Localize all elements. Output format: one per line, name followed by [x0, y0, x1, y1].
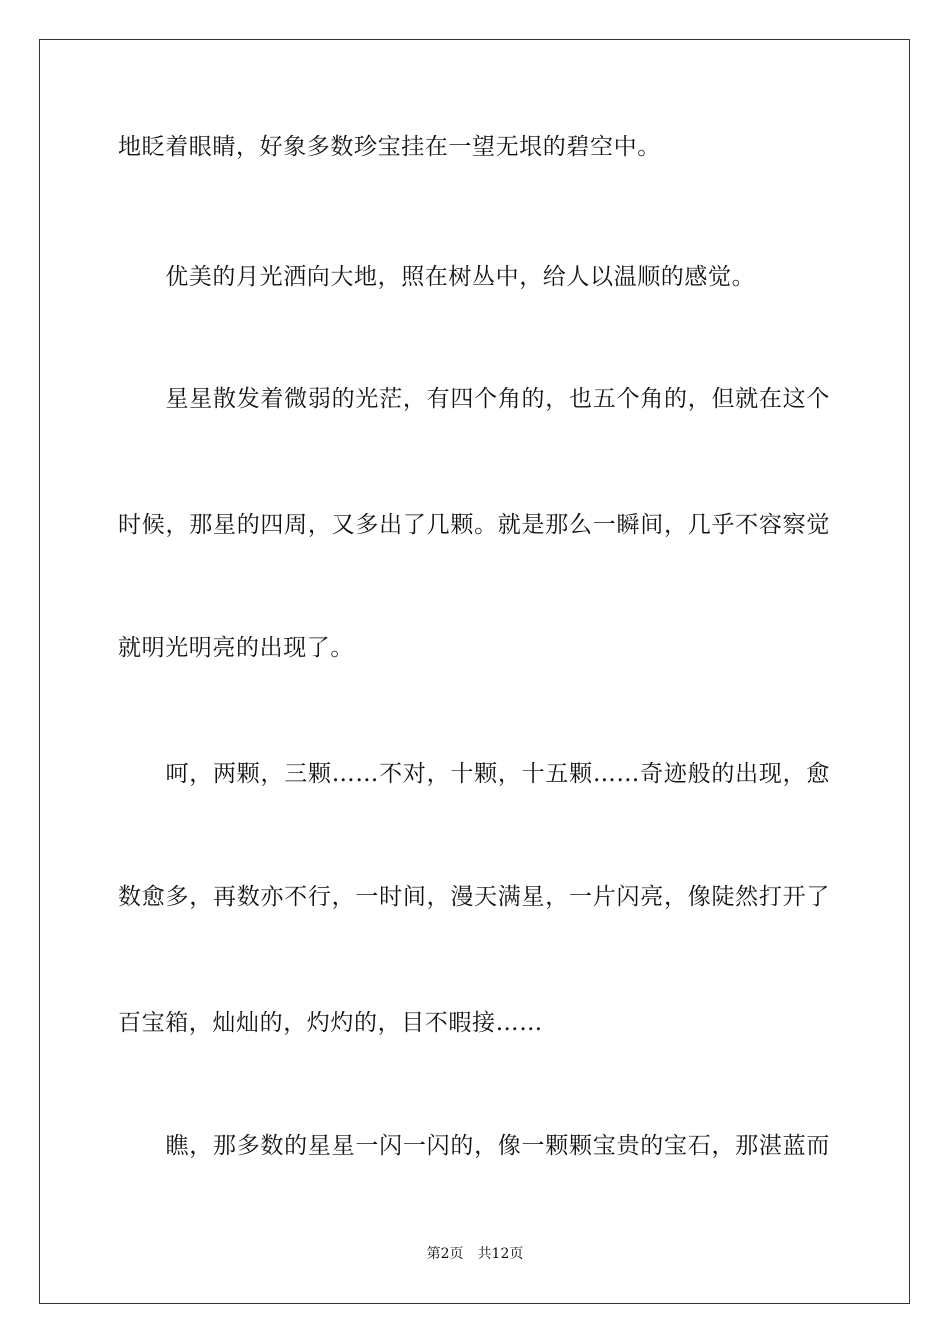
text-line: 就明光明亮的出现了。: [118, 635, 354, 661]
text-line: 瞧，那多数的星星一闪一闪的，像一颗颗宝贵的宝石，那湛蓝而: [118, 1133, 830, 1159]
page-border: [39, 39, 910, 1304]
text-line: 时候，那星的四周，又多出了几颗。就是那么一瞬间，几乎不容察觉: [118, 512, 830, 538]
text-line: 星星散发着微弱的光茫，有四个角的，也五个角的，但就在这个: [118, 386, 830, 412]
text-line: 百宝箱，灿灿的，灼灼的，目不暇接……: [118, 1010, 543, 1036]
page-total: 共12页: [477, 1246, 524, 1262]
text-line: 地眨着眼睛，好象多数珍宝挂在一望无垠的碧空中。: [118, 134, 661, 160]
text-line: 优美的月光洒向大地，照在树丛中，给人以温顺的感觉。: [118, 264, 756, 290]
page-number: 第2页: [426, 1246, 464, 1262]
text-line: 呵，两颗，三颗……不对，十颗，十五颗……奇迹般的出现，愈: [118, 761, 830, 787]
text-line: 数愈多，再数亦不行，一时间，漫天满星，一片闪亮，像陡然打开了: [118, 884, 830, 910]
page-footer: [0, 1244, 950, 1264]
